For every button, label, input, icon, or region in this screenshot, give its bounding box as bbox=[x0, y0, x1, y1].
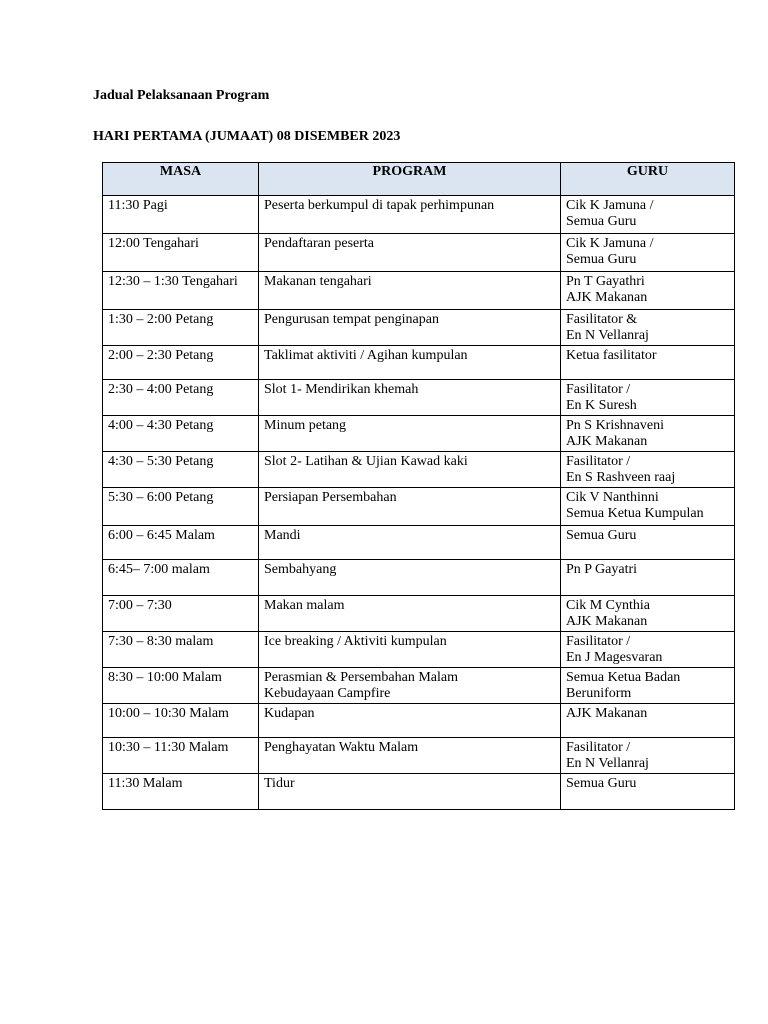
table-row bbox=[103, 596, 735, 632]
guru-text: Cik K Jamuna / bbox=[566, 198, 654, 213]
table-row bbox=[103, 560, 735, 596]
program-text: Mandi bbox=[264, 528, 301, 543]
table-row bbox=[103, 346, 735, 380]
program-text: Slot 2- Latihan & Ujian Kawad kaki bbox=[264, 454, 468, 469]
guru-text: Fasilitator / bbox=[566, 634, 631, 649]
masa-cell bbox=[103, 346, 259, 380]
guru-cell bbox=[561, 560, 735, 596]
masa-text: 2:00 – 2:30 Petang bbox=[108, 348, 214, 363]
table-row bbox=[103, 704, 735, 738]
table-row bbox=[103, 452, 735, 488]
schedule-table bbox=[102, 162, 735, 810]
document-title: Jadual Pelaksanaan Program bbox=[93, 88, 270, 103]
guru-cell bbox=[561, 416, 735, 452]
column-header-guru: GURU bbox=[561, 163, 735, 196]
table-row bbox=[103, 668, 735, 704]
program-text: Makan malam bbox=[264, 598, 345, 613]
program-text: Ice breaking / Aktiviti kumpulan bbox=[264, 634, 447, 649]
masa-cell bbox=[103, 774, 259, 810]
guru-cell bbox=[561, 310, 735, 346]
table-row bbox=[103, 234, 735, 272]
program-text: Minum petang bbox=[264, 418, 347, 433]
program-cell bbox=[259, 738, 561, 774]
guru-text: Cik M Cynthia bbox=[566, 598, 651, 613]
program-cell bbox=[259, 704, 561, 738]
guru-cell bbox=[561, 196, 735, 234]
program-text: Persiapan Persembahan bbox=[264, 490, 397, 505]
guru-cell bbox=[561, 632, 735, 668]
program-cell bbox=[259, 196, 561, 234]
program-cell bbox=[259, 668, 561, 704]
masa-cell bbox=[103, 272, 259, 310]
program-text: Perasmian & Persembahan Malam bbox=[264, 670, 459, 685]
masa-cell bbox=[103, 738, 259, 774]
program-text: Slot 1- Mendirikan khemah bbox=[264, 382, 419, 397]
guru-text: Pn S Krishnaveni bbox=[566, 418, 664, 433]
guru-cell bbox=[561, 234, 735, 272]
masa-text: 1:30 – 2:00 Petang bbox=[108, 312, 214, 327]
masa-cell bbox=[103, 526, 259, 560]
guru-text: Fasilitator & bbox=[566, 312, 638, 327]
masa-cell bbox=[103, 596, 259, 632]
masa-text: 7:00 – 7:30 bbox=[108, 598, 172, 613]
table-row bbox=[103, 310, 735, 346]
guru-text: Fasilitator / bbox=[566, 740, 631, 755]
program-text: Makanan tengahari bbox=[264, 274, 372, 289]
table-header-row bbox=[103, 163, 735, 196]
guru-text: Semua Guru bbox=[566, 528, 637, 543]
guru-cell bbox=[561, 704, 735, 738]
guru-text: En N Vellanraj bbox=[566, 328, 649, 343]
table-row bbox=[103, 272, 735, 310]
guru-text: Semua Guru bbox=[566, 214, 637, 229]
program-text: Tidur bbox=[264, 776, 295, 791]
masa-text: 10:00 – 10:30 Malam bbox=[108, 706, 229, 721]
column-header-masa: MASA bbox=[103, 163, 259, 196]
guru-cell bbox=[561, 526, 735, 560]
masa-cell bbox=[103, 196, 259, 234]
guru-text: Cik V Nanthinni bbox=[566, 490, 659, 505]
guru-cell bbox=[561, 380, 735, 416]
program-text: Kudapan bbox=[264, 706, 315, 721]
masa-text: 6:00 – 6:45 Malam bbox=[108, 528, 215, 543]
program-text: Taklimat aktiviti / Agihan kumpulan bbox=[264, 348, 468, 363]
masa-cell bbox=[103, 560, 259, 596]
program-cell bbox=[259, 346, 561, 380]
program-text: Peserta berkumpul di tapak perhimpunan bbox=[264, 198, 495, 213]
guru-cell bbox=[561, 668, 735, 704]
column-header-program: PROGRAM bbox=[259, 163, 561, 196]
guru-cell bbox=[561, 774, 735, 810]
program-cell bbox=[259, 452, 561, 488]
masa-text: 11:30 Malam bbox=[108, 776, 183, 791]
guru-text: Semua Guru bbox=[566, 776, 637, 791]
guru-text: Pn T Gayathri bbox=[566, 274, 645, 289]
table-row bbox=[103, 488, 735, 526]
day-heading: HARI PERTAMA (JUMAAT) 08 DISEMBER 2023 bbox=[93, 129, 401, 144]
guru-text: Ketua fasilitator bbox=[566, 348, 657, 363]
table-row bbox=[103, 380, 735, 416]
masa-text: 2:30 – 4:00 Petang bbox=[108, 382, 214, 397]
program-cell bbox=[259, 560, 561, 596]
masa-text: 11:30 Pagi bbox=[108, 198, 168, 213]
masa-text: 4:30 – 5:30 Petang bbox=[108, 454, 214, 469]
guru-text: Semua Guru bbox=[566, 252, 637, 267]
program-cell bbox=[259, 774, 561, 810]
masa-cell bbox=[103, 704, 259, 738]
table-row bbox=[103, 774, 735, 810]
guru-text: AJK Makanan bbox=[566, 434, 648, 449]
program-cell bbox=[259, 416, 561, 452]
guru-text: En K Suresh bbox=[566, 398, 637, 413]
guru-text: Beruniform bbox=[566, 686, 632, 701]
guru-cell bbox=[561, 346, 735, 380]
guru-text: Cik K Jamuna / bbox=[566, 236, 654, 251]
guru-cell bbox=[561, 596, 735, 632]
guru-cell bbox=[561, 488, 735, 526]
program-text: Pengurusan tempat penginapan bbox=[264, 312, 439, 327]
masa-cell bbox=[103, 632, 259, 668]
program-cell bbox=[259, 272, 561, 310]
guru-text: En S Rashveen raaj bbox=[566, 470, 676, 485]
table-row bbox=[103, 196, 735, 234]
masa-text: 8:30 – 10:00 Malam bbox=[108, 670, 222, 685]
guru-text: Pn P Gayatri bbox=[566, 562, 638, 577]
masa-text: 12:00 Tengahari bbox=[108, 236, 199, 251]
masa-text: 5:30 – 6:00 Petang bbox=[108, 490, 214, 505]
guru-text: AJK Makanan bbox=[566, 290, 648, 305]
program-cell bbox=[259, 234, 561, 272]
program-cell bbox=[259, 310, 561, 346]
guru-text: AJK Makanan bbox=[566, 614, 648, 629]
guru-cell bbox=[561, 452, 735, 488]
program-cell bbox=[259, 632, 561, 668]
masa-cell bbox=[103, 452, 259, 488]
guru-cell bbox=[561, 272, 735, 310]
program-text: Penghayatan Waktu Malam bbox=[264, 740, 419, 755]
program-text: Sembahyang bbox=[264, 562, 337, 577]
table-row bbox=[103, 738, 735, 774]
masa-cell bbox=[103, 488, 259, 526]
schedule-body bbox=[103, 196, 735, 810]
guru-text: Semua Ketua Badan bbox=[566, 670, 681, 685]
masa-cell bbox=[103, 310, 259, 346]
masa-text: 7:30 – 8:30 malam bbox=[108, 634, 214, 649]
masa-text: 6:45– 7:00 malam bbox=[108, 562, 210, 577]
program-text: Kebudayaan Campfire bbox=[264, 686, 391, 701]
masa-cell bbox=[103, 416, 259, 452]
guru-text: En J Magesvaran bbox=[566, 650, 663, 665]
table-row bbox=[103, 416, 735, 452]
program-cell bbox=[259, 526, 561, 560]
masa-text: 4:00 – 4:30 Petang bbox=[108, 418, 214, 433]
masa-cell bbox=[103, 380, 259, 416]
program-cell bbox=[259, 596, 561, 632]
guru-text: Fasilitator / bbox=[566, 454, 631, 469]
table-row bbox=[103, 526, 735, 560]
guru-text: En N Vellanraj bbox=[566, 756, 649, 771]
program-text: Pendaftaran peserta bbox=[264, 236, 374, 251]
masa-text: 10:30 – 11:30 Malam bbox=[108, 740, 229, 755]
table-row bbox=[103, 632, 735, 668]
masa-cell bbox=[103, 234, 259, 272]
guru-cell bbox=[561, 738, 735, 774]
program-cell bbox=[259, 380, 561, 416]
program-cell bbox=[259, 488, 561, 526]
masa-text: 12:30 – 1:30 Tengahari bbox=[108, 274, 238, 289]
masa-cell bbox=[103, 668, 259, 704]
guru-text: Semua Ketua Kumpulan bbox=[566, 506, 704, 521]
guru-text: AJK Makanan bbox=[566, 706, 648, 721]
guru-text: Fasilitator / bbox=[566, 382, 631, 397]
